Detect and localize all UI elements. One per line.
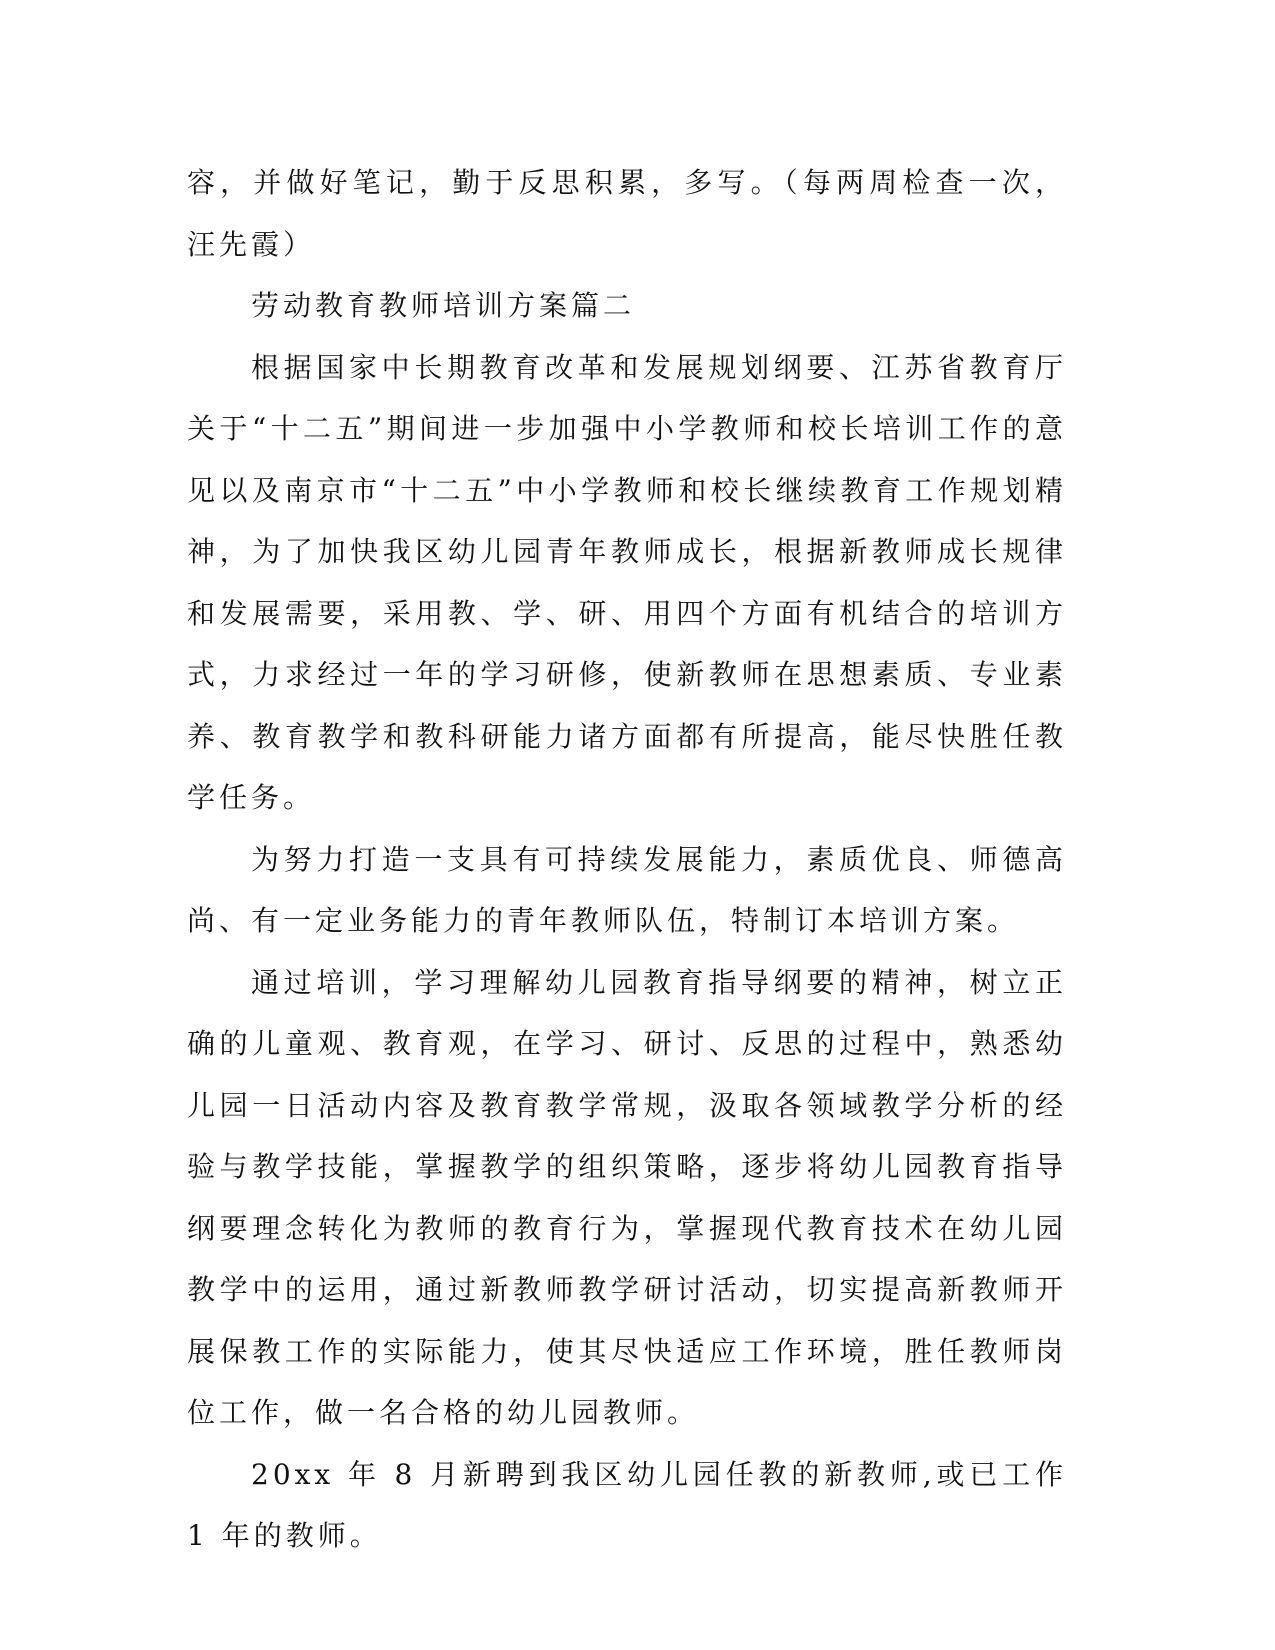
document-body — [187, 152, 1067, 1567]
paragraph-participants: 20xx 年 8 月新聘到我区幼儿园任教的新教师,或已工作 1 年的教师。 — [187, 1457, 1067, 1552]
paragraph-purpose: 为努力打造一支具有可持续发展能力，素质优良、师德高尚、有一定业务能力的青年教师队伍，特制订本培训方案。 — [187, 842, 1067, 937]
paragraph-goals: 通过培训，学习理解幼儿园教育指导纲要的精神，树立正确的儿童观、教育观，在学习、研讨、反思的过程中，熟悉幼儿园一日活动内容及教育教学常规，汲取各领域教学分析的经验与教学技能，掌握教学的组织策略，逐步将幼儿园教育指导纲要理念转化为教师的教育行为，掌握现代教育技术在幼儿园教学中的运用，通过新教师教学研讨活动，切实提高新教师开展保教工作的实际能力，使其尽快适应工作环境，胜任教师岗位工作，做一名合格的幼儿园教师。 — [187, 965, 1067, 1429]
section-heading: 劳动教育教师培训方案篇二 — [251, 289, 636, 322]
paragraph-background: 根据国家中长期教育改革和发展规划纲要、江苏省教育厅关于“十二五”期间进一步加强中小学教师和校长培训工作的意见以及南京市“十二五”中小学教师和校长继续教育工作规划精神，为了加快我区幼儿园青年教师成长，根据新教师成长规律和发展需要，采用教、学、研、用四个方面有机结合的培训方式，力求经过一年的学习研修，使新教师在思想素质、专业素养、教育教学和教科研能力诸方面都有所提高，能尽快胜任教学任务。 — [187, 350, 1067, 814]
paragraph-continuation: 容，并做好笔记，勤于反思积累，多写。（每两周检查一次，汪先霞） — [187, 166, 1067, 261]
